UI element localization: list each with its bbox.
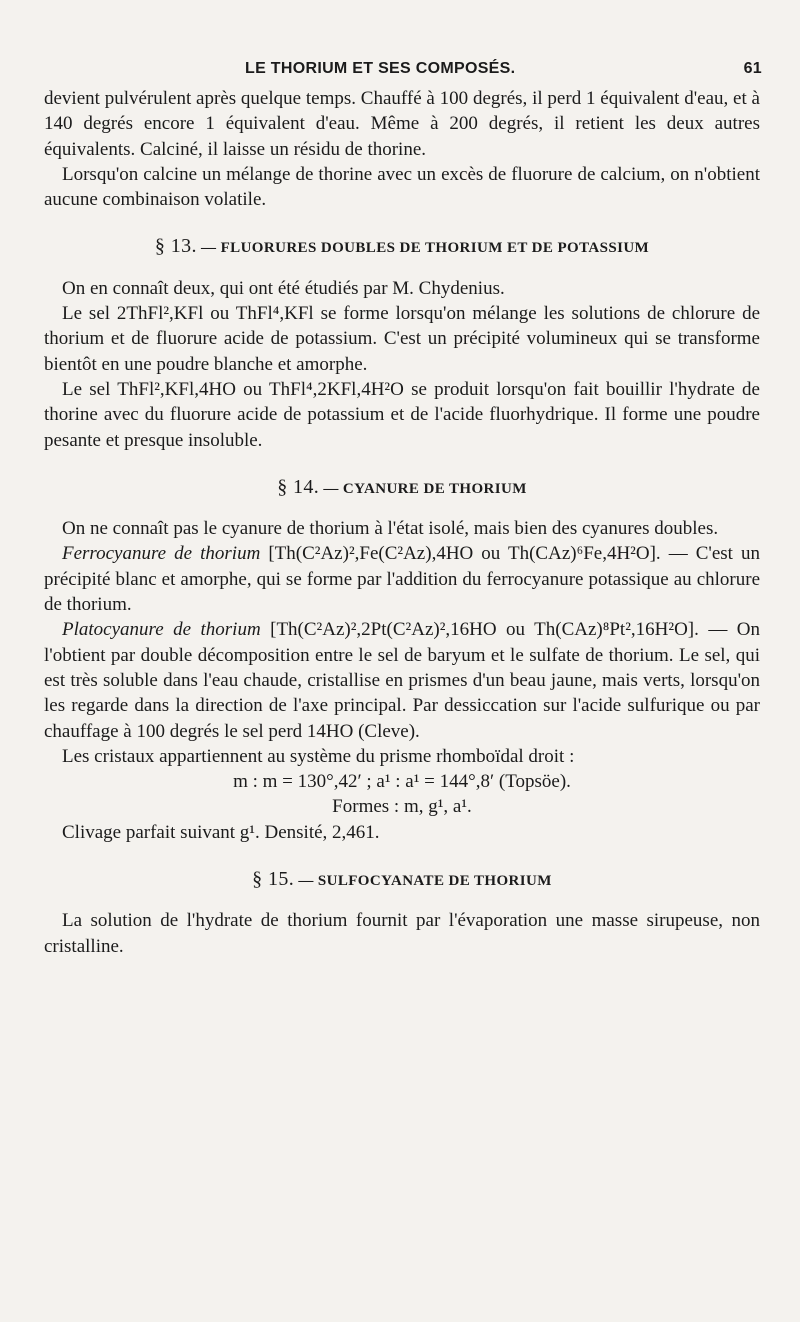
paragraph: On en connaît deux, qui ont été étudiés par M. Chydenius. xyxy=(62,277,505,299)
paragraph-ferrocyanure xyxy=(44,541,760,617)
compound-name: Platocyanure de thorium xyxy=(62,619,261,641)
crystal-forms-formula: Formes : m, g¹, a¹. xyxy=(332,796,472,818)
section-number: § 14. xyxy=(277,475,320,498)
compound-name: Ferrocyanure de thorium xyxy=(62,543,261,565)
compound-description: [Th(C²Az)²,Fe(C²Az),4HO ou Th(CAz)⁶Fe,4H²O]. — C'est un précipité blanc et amorphe, qui se forme par l'addition du ferrocyanure potassique au chlorure de thorium. xyxy=(44,543,760,616)
paragraph: On ne connaît pas le cyanure de thorium à l'état isolé, mais bien des cyanures doubles. xyxy=(62,518,719,540)
paragraph-continued: devient pulvérulent après quelque temps. Chauffé à 100 degrés, il perd 1 équivalent d'eau, et à 140 degrés encore 1 équivalent d'eau. Même à 200 degrés, il retient les deux autres équivalents. Calciné, il laisse un résidu de thorine. xyxy=(44,88,760,160)
section-heading-13 xyxy=(44,234,760,261)
page-number: 61 xyxy=(743,60,762,77)
running-title: LE THORIUM ET SES COMPOSÉS. xyxy=(245,60,516,77)
paragraph-platocyanure xyxy=(44,617,760,743)
crystal-angles-formula: m : m = 130°,42′ ; a¹ : a¹ = 144°,8′ (Topsöe). xyxy=(233,771,571,793)
running-head xyxy=(40,60,762,84)
section-number: § 15. xyxy=(252,868,295,891)
section-heading-14 xyxy=(44,475,760,502)
paragraph: Le sel ThFl²,KFl,4HO ou ThFl⁴,2KFl,4H²O se produit lorsqu'on fait bouillir l'hydrate de thorine avec du fluorure acide de potassium et de l'acide fluorhydrique. Il forme une poudre pesante et presque insoluble. xyxy=(44,378,760,451)
section-title: — SULFOCYANATE DE THORIUM xyxy=(298,873,552,890)
section-title: — FLUORURES DOUBLES DE THORIUM ET DE POTASSIUM xyxy=(201,240,650,257)
compound-description: [Th(C²Az)²,2Pt(C²Az)²,16HO ou Th(CAz)⁸Pt²,16H²O]. — On l'obtient par double décomposition entre le sel de baryum et le sulfate de thorium. Le sel, qui est très soluble dans l'eau chaude, cristallise en prismes d'un beau jaune, mais verts, lorsqu'on les regarde dans la direction de l'axe principal. Par dessiccation sur l'acide sulfurique ou par chauffage à 100 degrés le sel perd 14HO (Cleve). xyxy=(44,619,760,742)
paragraph: Lorsqu'on calcine un mélange de thorine avec un excès de fluorure de calcium, on n'obtient aucune combinaison volatile. xyxy=(44,163,760,211)
paragraph: La solution de l'hydrate de thorium fournit par l'évaporation une masse sirupeuse, non cristalline. xyxy=(44,910,760,957)
paragraph: Les cristaux appartiennent au système du prisme rhomboïdal droit : xyxy=(62,745,575,767)
paragraph: Clivage parfait suivant g¹. Densité, 2,461. xyxy=(62,821,380,843)
paragraph: Le sel 2ThFl²,KFl ou ThFl⁴,KFl se forme lorsqu'on mélange les solutions de chlorure de thorium et de fluorure acide de potassium. C'est un précipité volumineux qui se transforme bientôt en une poudre blanche et amorphe. xyxy=(44,303,760,375)
section-number: § 13. xyxy=(154,235,197,258)
page-body xyxy=(44,86,760,959)
section-heading-15 xyxy=(44,867,760,894)
section-title: — CYANURE DE THORIUM xyxy=(323,480,527,497)
